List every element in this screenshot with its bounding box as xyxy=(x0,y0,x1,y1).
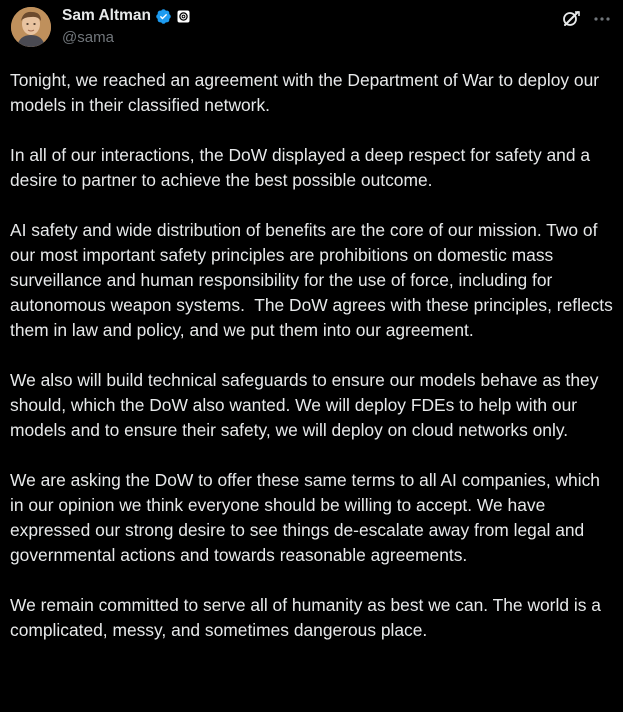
tweet-text xyxy=(10,68,616,668)
author-name-row xyxy=(62,6,543,26)
tweet-paragraph: Tonight, we reached an agreement with the Department of War to deploy our models in their classified network. xyxy=(10,70,604,115)
user-avatar[interactable] xyxy=(11,7,51,47)
verified-badge-icon[interactable] xyxy=(155,8,172,25)
grok-icon[interactable] xyxy=(561,9,581,29)
openai-logo-icon[interactable] xyxy=(177,10,190,23)
tweet-paragraph: We also will build technical safeguards to ensure our models behave as they should, which the DoW also wanted. We will deploy FDEs to help with our models and to ensure their safety, we will deploy on cloud networks only. xyxy=(10,370,604,440)
tweet-paragraph: In all of our interactions, the DoW displayed a deep respect for safety and a desire to partner to achieve the best possible outcome. xyxy=(10,145,595,190)
author-handle[interactable]: @sama xyxy=(62,29,114,46)
header-actions xyxy=(561,9,611,29)
tweet-paragraph: We remain committed to serve all of humanity as best we can. The world is a complicated, messy, and sometimes dangerous place. xyxy=(10,595,606,640)
author-info xyxy=(62,6,543,49)
tweet-paragraph: AI safety and wide distribution of benefits are the core of our mission. Two of our most important safety principles are prohibitions on domestic mass surveillance and human responsibility for the use of force, including for autonomous weapon systems. The DoW agrees with these principles, reflects them in law and policy, and we put them into our agreement. xyxy=(10,220,618,340)
tweet-paragraph: We are asking the DoW to offer these same terms to all AI companies, which in our opinion we think everyone should be willing to accept. We have expressed our strong desire to see things de-escalate away from legal and governmental actions and towards reasonable agreements. xyxy=(10,470,605,565)
author-display-name[interactable]: Sam Altman xyxy=(62,7,152,24)
more-options-icon[interactable] xyxy=(593,10,611,28)
